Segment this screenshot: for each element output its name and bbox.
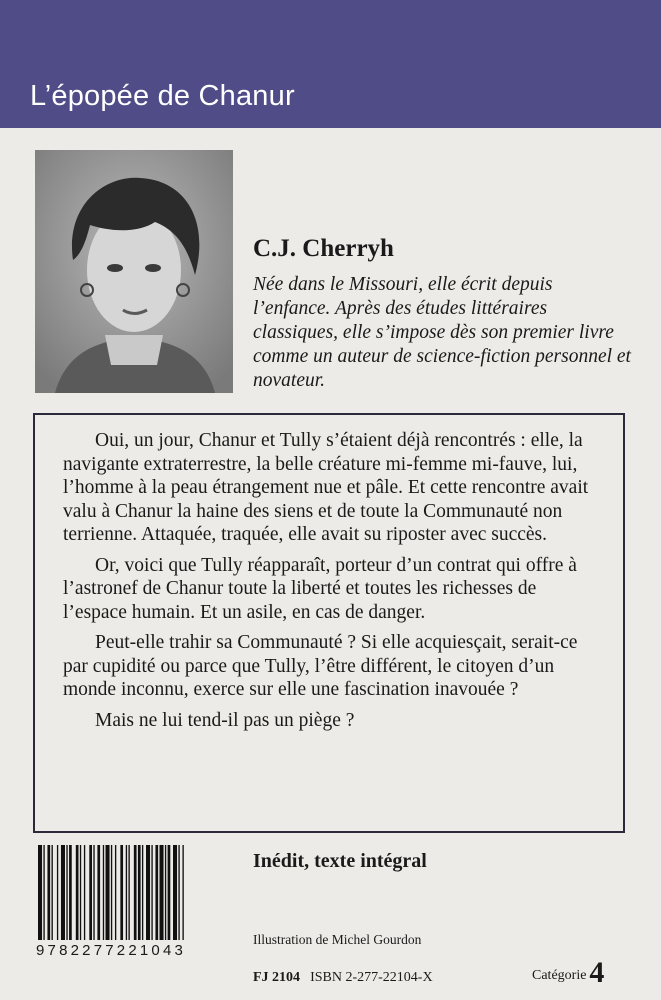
header-band <box>0 0 661 128</box>
category-number: 4 <box>589 956 605 989</box>
catalog-line <box>253 970 433 986</box>
barcode-icon <box>36 845 238 940</box>
blurb-paragraph: Mais ne lui tend-il pas un piège ? <box>95 709 355 731</box>
isbn: ISBN 2-277-22104-X <box>310 970 433 985</box>
author-portrait-icon <box>35 150 233 393</box>
blurb-box <box>33 413 625 833</box>
series-title: L’épopée de Chanur <box>30 80 295 112</box>
blurb-paragraph: Peut-elle trahir sa Communauté ? Si elle acquiesçait, serait-ce par cupidité ou parce que Tully, l’être différent, le citoyen d’un monde inconnu, exerce sur elle une fascination inavouée ? <box>63 632 578 700</box>
category-label: Catégorie <box>532 968 587 983</box>
catalog-code: FJ 2104 <box>253 970 301 985</box>
barcode-digits: 9782277221043 <box>36 942 187 959</box>
blurb-paragraph: Or, voici que Tully réapparaît, porteur d’un contrat qui offre à l’astronef de Chanur toute la liberté et toutes les richesses de l’espace humain. Et un asile, en cas de danger. <box>63 554 577 623</box>
author-name: C.J. Cherryh <box>253 235 394 262</box>
author-photo <box>35 150 233 393</box>
author-bio: Née dans le Missouri, elle écrit depuis l’enfance. Après des études littéraires classiques, elle s’impose dès son premier livre comme un auteur de science-fiction personnel et novateur. <box>253 274 631 391</box>
blurb-paragraph: Oui, un jour, Chanur et Tully s’étaient déjà rencontrés : elle, la navigante extraterrestre, la belle créature mi-femme mi-fauve, lui, l’homme à la peau étrangement nue et pâle. Et cette rencontre avait valu à Chanur la haine des siens et de toute la Communauté non terrienne. Attaquée, traquée, elle avait su riposter avec succès. <box>63 430 589 545</box>
category <box>532 956 604 990</box>
illustration-credit: Illustration de Michel Gourdon <box>253 932 422 947</box>
edition-note: Inédit, texte intégral <box>253 850 427 872</box>
